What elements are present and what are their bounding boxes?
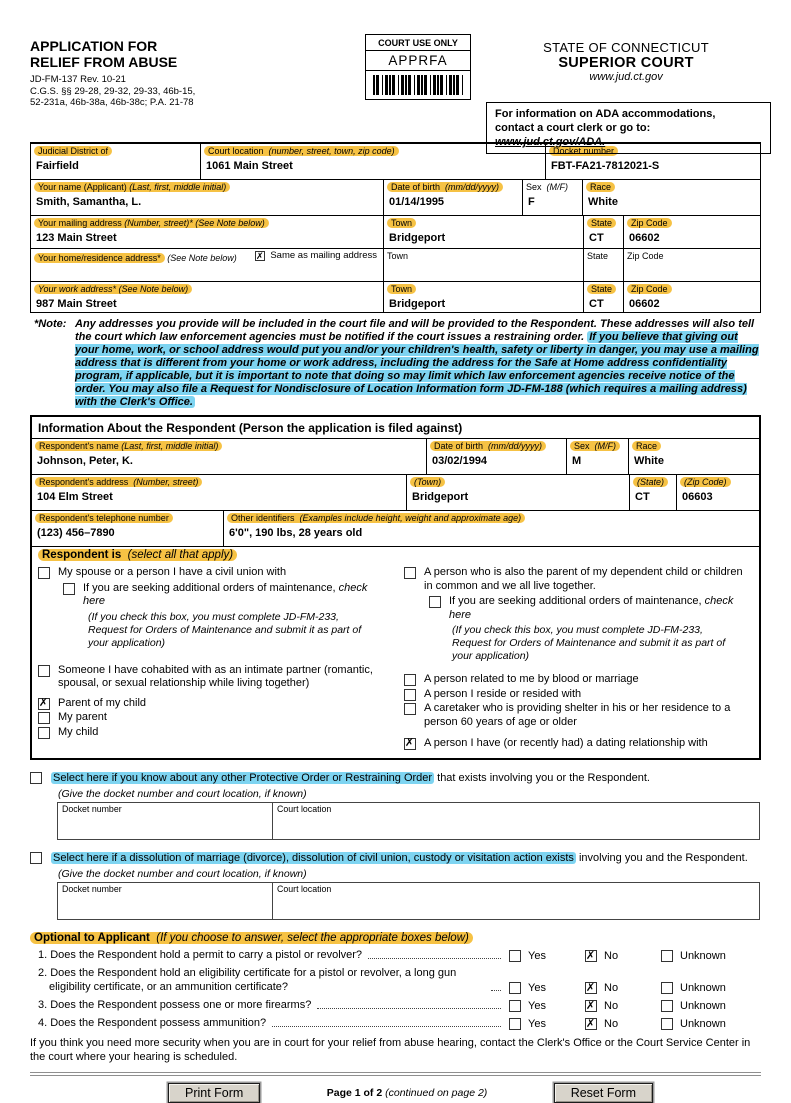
blood-or-marriage-label: A person related to me by blood or marriage [424, 673, 639, 685]
mailing-state-value[interactable]: CT [589, 232, 604, 244]
applicant-sex-hint: (M/F) [546, 182, 569, 192]
mailing-state-field[interactable] [584, 216, 624, 248]
q4-no-label: No [604, 1017, 619, 1030]
work-zip-label: Zip Code [627, 284, 672, 294]
respondent-phone-label: Respondent's telephone number [35, 513, 173, 523]
applicant-name-label: Your name (Applicant) [38, 182, 127, 192]
applicant-name-value[interactable]: Smith, Samantha, L. [36, 196, 142, 208]
protective-order-highlighted-text: Select here if you know about any other Protective Order or Restraining Order [53, 771, 433, 784]
mailing-address-value[interactable]: 123 Main Street [36, 232, 117, 244]
respondent-identifiers-value[interactable]: 6'0", 190 lbs, 28 years old [229, 527, 363, 539]
respondent-address-label: Respondent's address [39, 477, 129, 487]
dissolution-hint: (Give the docket number and court location, if known) [58, 867, 307, 880]
respondent-dob-hint: (mm/dd/yyyy) [488, 441, 543, 451]
option-caretaker[interactable] [404, 702, 753, 729]
dating-relationship-label: A person I have (or recently had) a dating relationship with [424, 737, 708, 749]
q2-no-label: No [604, 981, 619, 994]
q2-unknown-checkbox[interactable] [661, 982, 673, 994]
ada-line2-prefix: contact a court clerk or go to: [495, 122, 651, 134]
note-body [75, 318, 761, 409]
court-use-code: APPRFA [366, 51, 470, 71]
home-address-label: Your home/residence address* [34, 253, 165, 263]
same-as-mailing-label: Same as mailing address [270, 250, 377, 261]
judicial-district-value[interactable]: Fairfield [36, 160, 79, 172]
spouse-maintenance-checkbox[interactable] [63, 583, 75, 595]
page-number: Page 1 of 2 [326, 1086, 383, 1099]
q3-yes-option[interactable] [509, 1000, 585, 1012]
home-state-label: State [587, 251, 609, 261]
respondent-state-label: (State) [633, 477, 668, 487]
cohabited-checkbox[interactable] [38, 665, 50, 677]
work-address-field[interactable] [31, 282, 384, 312]
respondent-phone-value[interactable]: (123) 456–7890 [37, 527, 115, 539]
protective-order-table [57, 802, 760, 840]
dissolution-highlighted-text: Select here if a dissolution of marriage (divorce), dissolution of civil union, custody or visitation action exists [53, 851, 574, 864]
respondent-identifiers-label: Other identifiers [231, 513, 295, 523]
question-1 [30, 948, 761, 962]
respondent-is-header [38, 549, 753, 561]
work-zip-value[interactable]: 06602 [629, 298, 660, 310]
same-as-mailing-option[interactable] [255, 250, 377, 262]
respondent-sex-field[interactable] [567, 439, 629, 474]
respondent-is-right-column [404, 564, 753, 753]
q1-unknown-option[interactable] [661, 950, 761, 962]
note-highlighted-text: If you believe that giving out your home, work, or school address would put you and/or your children's health, safety or liberty in danger, you may use a mailing address that is different from your home or work address, including the address for the Safe at Home address confidentiality program, if applicable, but it is important to note that doing so may limit which law enforcement agencies receive notice of the order. You may also file a Request for Nondisclosure of Location Information form JD-FM-188 (which requires a mailing address) with the Clerk's Office. [75, 331, 759, 408]
q3-no-option[interactable] [585, 1000, 661, 1012]
applicant-sex-value[interactable]: F [528, 196, 535, 208]
respondent-address-field[interactable] [32, 475, 407, 510]
row-work-address [31, 282, 760, 312]
footer-divider [30, 1072, 761, 1076]
question-3 [30, 998, 761, 1012]
applicant-dob-field[interactable] [384, 180, 523, 215]
applicant-dob-value[interactable]: 01/14/1995 [389, 196, 445, 208]
court-use-only-box [365, 34, 471, 100]
caretaker-label: A caretaker who is providing shelter in his or her residence to a person 60 years of age or older [424, 702, 731, 728]
applicant-sex-field[interactable] [523, 180, 583, 215]
q3-yes-checkbox[interactable] [509, 1000, 521, 1012]
parent-of-my-child-checkbox[interactable] [38, 698, 50, 710]
respondent-race-label: Race [632, 441, 661, 451]
protective-order-checkbox[interactable] [30, 772, 42, 784]
mailing-address-label: Your mailing address [38, 218, 122, 228]
mailing-town-field[interactable] [384, 216, 584, 248]
applicant-race-value[interactable]: White [588, 196, 618, 208]
respondent-section [30, 415, 761, 760]
question-1-text: 1. Does the Respondent hold a permit to carry a pistol or revolver? [38, 948, 363, 961]
respondent-name-value[interactable]: Johnson, Peter, K. [37, 455, 133, 467]
respondent-state-field[interactable] [630, 475, 677, 510]
respondent-town-field[interactable] [407, 475, 630, 510]
dotted-leader [368, 958, 501, 959]
respondent-dob-label: Date of birth [434, 441, 484, 451]
respondent-town-value[interactable]: Bridgeport [412, 491, 469, 503]
question-2 [30, 966, 761, 994]
respondent-dob-field[interactable] [427, 439, 567, 474]
home-town-field[interactable] [384, 249, 584, 281]
ada-accommodations-box [486, 102, 771, 154]
q1-yes-checkbox[interactable] [509, 950, 521, 962]
respondent-state-value[interactable]: CT [635, 491, 650, 503]
reside-with-label: A person I reside or resided with [424, 687, 582, 700]
q2-yes-option[interactable] [509, 982, 585, 994]
q1-no-checkbox[interactable] [585, 950, 597, 962]
parent-in-common-checkbox[interactable] [404, 567, 416, 579]
option-my-parent[interactable] [38, 711, 390, 725]
mailing-zip-field[interactable] [624, 216, 760, 248]
mailing-zip-label: Zip Code [627, 218, 672, 228]
mailing-town-value[interactable]: Bridgeport [389, 232, 446, 244]
q1-yes-label: Yes [528, 949, 546, 962]
q1-unknown-label: Unknown [680, 949, 726, 962]
form-title-line2: RELIEF FROM ABUSE [30, 54, 178, 70]
q3-no-label: No [604, 999, 619, 1012]
home-address-hint: (See Note below) [167, 253, 237, 263]
blood-or-marriage-checkbox[interactable] [404, 674, 416, 686]
reset-form-button[interactable]: Reset Form [554, 1083, 653, 1103]
mailing-state-label: State [587, 218, 616, 228]
dating-relationship-checkbox[interactable] [404, 738, 416, 750]
applicant-name-field[interactable] [31, 180, 384, 215]
q3-unknown-label: Unknown [680, 999, 726, 1012]
row-respondent-phone [32, 511, 759, 546]
respondent-is-header-italic: (select all that apply) [127, 549, 234, 561]
q3-yes-label: Yes [528, 999, 546, 1012]
protective-order-hint: (Give the docket number and court location, if known) [58, 787, 307, 800]
protective-court-cell[interactable] [273, 803, 759, 839]
court-use-only-label: COURT USE ONLY [366, 35, 470, 51]
respondent-zip-field[interactable] [677, 475, 759, 510]
q3-unknown-checkbox[interactable] [661, 1000, 673, 1012]
dissolution-table [57, 882, 760, 920]
optional-header-bold: Optional to Applicant [34, 931, 150, 944]
respondent-dob-value[interactable]: 03/02/1994 [432, 455, 488, 467]
q2-unknown-option[interactable] [661, 982, 761, 994]
dissolution-court-label: Court location [277, 883, 332, 894]
protective-court-label: Court location [277, 803, 332, 814]
option-spouse[interactable] [38, 566, 390, 580]
work-address-value[interactable]: 987 Main Street [36, 298, 117, 310]
respondent-address-value[interactable]: 104 Elm Street [37, 491, 113, 503]
row-respondent-name [32, 439, 759, 475]
docket-number-label: Docket number [549, 146, 618, 156]
protective-order-plain-text: that exists involving you or the Respondent. [434, 771, 650, 784]
applicant-name-hint: (Last, first, middle initial) [129, 182, 227, 192]
statutes-line1: C.G.S. §§ 29-28, 29-32, 29-33, 46b-15, [30, 85, 196, 97]
mailing-address-hint: (Number, street)* (See Note below) [124, 218, 265, 228]
work-state-value[interactable]: CT [589, 298, 604, 310]
q1-yes-option[interactable] [509, 950, 585, 962]
mailing-address-field[interactable] [31, 216, 384, 248]
applicant-dob-hint: (mm/dd/yyyy) [445, 182, 500, 192]
same-as-mailing-checkbox[interactable] [255, 251, 265, 261]
parent-in-common-check-here: check here [449, 595, 734, 621]
my-child-label: My child [58, 725, 99, 738]
spouse-maintenance-check-here: check here [83, 581, 368, 607]
note-plain-text: Any addresses you provide will be included in the court file and will be provided to the Respondent. These addresses will also tell the court which law enforcement agencies must be notified if the court issues a restraining order. [75, 318, 755, 343]
work-town-value[interactable]: Bridgeport [389, 298, 446, 310]
dissolution-plain-text: involving you and the Respondent. [575, 851, 748, 864]
option-cohabited[interactable] [38, 664, 390, 691]
respondent-race-field[interactable] [629, 439, 759, 474]
statutes-line2: 52-231a, 46b-38a, 46b-38c; P.A. 21-78 [30, 97, 194, 108]
spouse-maintenance-label: If you are seeking additional orders of maintenance, [83, 581, 336, 594]
option-parent-in-common-maintenance[interactable] [429, 595, 753, 622]
work-zip-field[interactable] [624, 282, 760, 312]
parent-in-common-maintenance-checkbox[interactable] [429, 596, 441, 608]
respondent-identifiers-hint: (Examples include height, weight and approximate age) [299, 513, 522, 523]
respondent-identifiers-field[interactable] [224, 511, 759, 546]
cohabited-label: Someone I have cohabited with as an intimate partner (romantic, spousal, or sexual relationship while living together) [58, 663, 373, 689]
respondent-address-hint: (Number, street) [133, 477, 199, 487]
respondent-sex-hint: (M/F) [594, 441, 617, 451]
home-zip-label: Zip Code [627, 251, 664, 261]
court-header [543, 40, 709, 83]
question-3-text: 3. Does the Respondent possess one or more firearms? [38, 998, 312, 1011]
respondent-name-label: Respondent's name [39, 441, 119, 451]
dotted-leader [317, 1008, 501, 1009]
dissolution-court-cell[interactable] [273, 883, 759, 919]
respondent-zip-label: (Zip Code) [680, 477, 731, 487]
judicial-district-label: Judicial District of [34, 146, 112, 156]
dissolution-checkbox[interactable] [30, 852, 42, 864]
dissolution-section [30, 851, 761, 920]
dotted-leader [272, 1026, 501, 1027]
optional-header-italic: (If you choose to answer, select the appropriate boxes below) [156, 931, 469, 944]
respondent-zip-value[interactable]: 06603 [682, 491, 713, 503]
form-page [0, 38, 791, 1100]
option-reside-with[interactable] [404, 688, 753, 702]
row-applicant-name [31, 180, 760, 216]
home-town-label: Town [387, 251, 409, 261]
parent-in-common-maintenance-label: If you are seeking additional orders of maintenance, [449, 595, 702, 607]
question-2-text: 2. Does the Respondent hold an eligibility certificate for a pistol or revolver, a long gun eligibility certificate, or an ammunition certificate? [38, 966, 457, 993]
applicant-dob-label: Date of birth [391, 182, 441, 192]
option-dating-relationship[interactable] [404, 737, 753, 751]
work-address-label: Your work address* (See Note below) [34, 284, 192, 294]
option-blood-or-marriage[interactable] [404, 673, 753, 687]
mailing-zip-value[interactable]: 06602 [629, 232, 660, 244]
ada-line1: For information on ADA accommodations, [495, 108, 716, 120]
q1-unknown-checkbox[interactable] [661, 950, 673, 962]
dotted-leader [491, 990, 501, 991]
q2-no-option[interactable] [585, 982, 661, 994]
q1-no-label: No [604, 949, 619, 962]
option-parent-of-my-child[interactable] [38, 697, 390, 711]
optional-header [30, 932, 761, 944]
footer [30, 1083, 761, 1103]
respondent-sex-label: Sex [574, 441, 590, 451]
page-indicator [260, 1087, 553, 1099]
q4-unknown-label: Unknown [680, 1017, 726, 1030]
parent-in-common-label: A person who is also the parent of my dependent child or children in common and we all live together. [424, 566, 743, 592]
court-name: SUPERIOR COURT [558, 55, 694, 71]
row-home-address [31, 249, 760, 282]
spouse-checkbox[interactable] [38, 567, 50, 579]
q3-unknown-option[interactable] [661, 1000, 761, 1012]
respondent-phone-field[interactable] [32, 511, 224, 546]
q2-unknown-label: Unknown [680, 981, 726, 994]
respondent-sex-value[interactable]: M [572, 455, 582, 467]
respondent-is-left-column [38, 564, 390, 753]
court-location-value[interactable]: 1061 Main Street [206, 160, 293, 172]
parent-of-my-child-label: Parent of my child [58, 696, 147, 709]
security-note: If you think you need more security when you are in court for your relief from abuse hearing, contact the Clerk's Office or the Court Service Center in the court where your hearing is scheduled. [30, 1036, 751, 1063]
court-location-label: Court location [208, 146, 264, 156]
q3-no-checkbox[interactable] [585, 1000, 597, 1012]
court-location-hint: (number, street, town, zip code) [268, 146, 395, 156]
dissolution-docket-cell[interactable] [58, 883, 273, 919]
respondent-section-title: Information About the Respondent (Person the application is filed against) [32, 417, 759, 439]
row-mailing-address [31, 216, 760, 249]
protective-docket-cell[interactable] [58, 803, 273, 839]
applicant-race-field[interactable] [583, 180, 760, 215]
home-address-field[interactable] [31, 249, 384, 281]
judicial-district-field[interactable] [31, 144, 201, 179]
barcode [373, 75, 463, 95]
state-name: STATE OF CONNECTICUT [543, 40, 709, 55]
spouse-maintenance-note: (If you check this box, you must complete JD-FM-233, Request for Orders of Maintenance and submit it as part of your application) [88, 610, 362, 649]
parent-in-common-maintenance-note: (If you check this box, you must complete JD-FM-233, Request for Orders of Maintenance and submit it as part of your application) [452, 624, 726, 662]
option-my-child[interactable] [38, 726, 390, 740]
respondent-is-header-bold: Respondent is [42, 549, 122, 561]
respondent-is-section [32, 546, 759, 758]
question-4-text: 4. Does the Respondent possess ammunition? [38, 1016, 267, 1029]
question-4 [30, 1016, 761, 1030]
work-town-field[interactable] [384, 282, 584, 312]
form-number: JD-FM-137 Rev. 10-21 [30, 74, 126, 85]
caretaker-checkbox[interactable] [404, 703, 416, 715]
dissolution-docket-label: Docket number [62, 883, 122, 894]
address-note [30, 313, 761, 415]
applicant-sex-label: Sex [526, 182, 542, 192]
respondent-town-label: (Town) [410, 477, 445, 487]
reside-with-checkbox[interactable] [404, 689, 416, 701]
work-town-label: Town [387, 284, 416, 294]
applicant-race-label: Race [586, 182, 615, 192]
work-state-label: State [587, 284, 616, 294]
print-form-button[interactable]: Print Form [168, 1083, 260, 1103]
q2-yes-label: Yes [528, 981, 546, 994]
respondent-name-field[interactable] [32, 439, 427, 474]
row-respondent-address [32, 475, 759, 511]
applicant-table [30, 142, 761, 313]
q2-no-checkbox[interactable] [585, 982, 597, 994]
page-continued: (continued on page 2) [385, 1086, 488, 1099]
q1-no-option[interactable] [585, 950, 661, 962]
q4-yes-label: Yes [528, 1017, 546, 1030]
spouse-label: My spouse or a person I have a civil union with [58, 566, 287, 578]
form-title-line1: APPLICATION FOR [30, 38, 158, 54]
docket-number-value[interactable]: FBT-FA21-7812021-S [551, 160, 660, 172]
my-child-checkbox[interactable] [38, 727, 50, 739]
home-state-field[interactable] [584, 249, 624, 281]
option-spouse-maintenance[interactable] [63, 582, 390, 609]
work-state-field[interactable] [584, 282, 624, 312]
home-zip-field[interactable] [624, 249, 760, 281]
option-parent-in-common[interactable] [404, 566, 753, 593]
court-website: www.jud.ct.gov [589, 71, 663, 83]
my-parent-checkbox[interactable] [38, 712, 50, 724]
my-parent-label: My parent [58, 711, 107, 723]
form-header [30, 38, 761, 148]
respondent-name-hint: (Last, first, middle initial) [121, 441, 219, 451]
mailing-town-label: Town [387, 218, 416, 228]
respondent-race-value[interactable]: White [634, 455, 664, 467]
protective-docket-label: Docket number [62, 803, 122, 814]
q2-yes-checkbox[interactable] [509, 982, 521, 994]
optional-section [30, 932, 761, 1030]
ada-link[interactable]: www.jud.ct.gov/ADA. [495, 136, 606, 148]
protective-order-section [30, 771, 761, 840]
note-prefix: *Note: [34, 318, 67, 330]
